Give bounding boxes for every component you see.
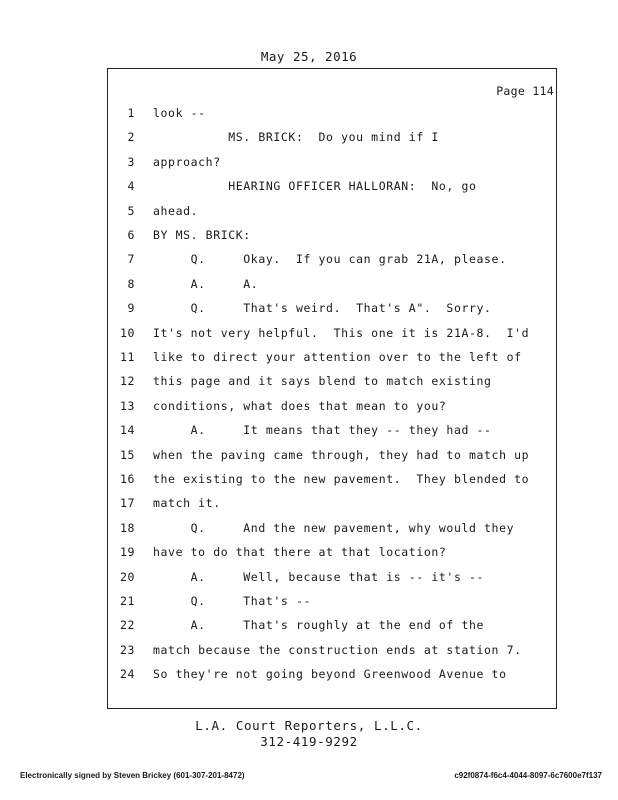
line-number: 17 bbox=[119, 496, 135, 511]
page-number: Page 114 bbox=[496, 84, 554, 98]
transcript-line bbox=[107, 594, 557, 614]
line-text: Q. That's weird. That's A". Sorry. bbox=[153, 301, 492, 316]
line-number: 10 bbox=[119, 325, 135, 340]
transcript-line bbox=[107, 155, 557, 175]
line-text: conditions, what does that mean to you? bbox=[153, 398, 447, 413]
line-text: match because the construction ends at station 7. bbox=[153, 642, 522, 657]
line-number: 4 bbox=[127, 179, 135, 194]
line-text: A. That's roughly at the end of the bbox=[153, 618, 485, 633]
transcript-line bbox=[107, 277, 557, 297]
line-number: 7 bbox=[127, 252, 135, 267]
line-number: 19 bbox=[119, 545, 135, 560]
line-text: the existing to the new pavement. They blended to bbox=[153, 472, 530, 486]
transcript-line bbox=[107, 326, 557, 346]
line-text: match it. bbox=[153, 496, 221, 511]
transcript-line bbox=[107, 106, 557, 126]
line-number: 18 bbox=[119, 520, 135, 535]
electronic-signature-note: Electronically signed by Steven Brickey (601-307-201-8472) bbox=[20, 771, 245, 780]
line-number: 12 bbox=[119, 374, 135, 389]
transcript-line bbox=[107, 618, 557, 638]
transcript-line bbox=[107, 545, 557, 565]
transcript-line bbox=[107, 496, 557, 516]
transcript-line bbox=[107, 521, 557, 541]
transcript-line bbox=[107, 374, 557, 394]
transcript-line bbox=[107, 179, 557, 199]
line-text: when the paving came through, they had to match up bbox=[153, 447, 530, 462]
header-date: May 25, 2016 bbox=[260, 49, 358, 64]
line-text: this page and it says blend to match existing bbox=[153, 374, 492, 389]
transcript-line bbox=[107, 423, 557, 443]
line-number: 16 bbox=[119, 472, 135, 486]
line-number: 5 bbox=[127, 203, 135, 218]
line-number: 13 bbox=[119, 398, 135, 413]
line-number: 15 bbox=[119, 447, 135, 462]
document-id: c92f0874-f6c4-4044-8097-6c7600e7f137 bbox=[454, 771, 602, 780]
line-text: like to direct your attention over to the left of bbox=[153, 350, 522, 364]
line-number: 24 bbox=[119, 667, 135, 682]
footer-phone: 312-419-9292 bbox=[260, 734, 358, 749]
line-text: A. Well, because that is -- it's -- bbox=[153, 569, 485, 584]
line-text: MS. BRICK: Do you mind if I bbox=[153, 130, 439, 145]
line-text: A. A. bbox=[153, 276, 259, 291]
line-text: Q. And the new pavement, why would they bbox=[153, 520, 515, 535]
line-number: 9 bbox=[127, 301, 135, 316]
line-text: have to do that there at that location? bbox=[153, 545, 447, 560]
line-number: 6 bbox=[127, 228, 135, 242]
line-number: 21 bbox=[119, 594, 135, 608]
line-number: 20 bbox=[119, 569, 135, 584]
transcript-line bbox=[107, 570, 557, 590]
line-text: Q. That's -- bbox=[153, 594, 311, 608]
transcript-line bbox=[107, 643, 557, 663]
transcript-line bbox=[107, 301, 557, 321]
transcript-line bbox=[107, 448, 557, 468]
transcript-line bbox=[107, 130, 557, 150]
transcript-line bbox=[107, 667, 557, 687]
line-number: 1 bbox=[127, 106, 135, 120]
line-text: A. It means that they -- they had -- bbox=[153, 423, 492, 438]
line-text: ahead. bbox=[153, 203, 199, 218]
footer-reporter: L.A. Court Reporters, L.L.C. bbox=[195, 718, 423, 733]
transcript-line bbox=[107, 399, 557, 419]
line-text: Q. Okay. If you can grab 21A, please. bbox=[153, 252, 507, 267]
transcript-line bbox=[107, 472, 557, 492]
line-number: 23 bbox=[119, 642, 135, 657]
line-text: approach? bbox=[153, 154, 221, 169]
transcript-line bbox=[107, 204, 557, 224]
line-number: 22 bbox=[119, 618, 135, 633]
line-number: 3 bbox=[127, 154, 135, 169]
line-number: 2 bbox=[127, 130, 135, 145]
line-number: 8 bbox=[127, 276, 135, 291]
line-text: HEARING OFFICER HALLORAN: No, go bbox=[153, 179, 477, 194]
line-number: 14 bbox=[119, 423, 135, 438]
line-text: look -- bbox=[153, 106, 206, 120]
transcript-line bbox=[107, 252, 557, 272]
line-number: 11 bbox=[119, 350, 135, 364]
line-text: So they're not going beyond Greenwood Avenue to bbox=[153, 667, 507, 682]
transcript-line bbox=[107, 228, 557, 248]
transcript-line bbox=[107, 350, 557, 370]
line-text: BY MS. BRICK: bbox=[153, 228, 251, 242]
line-text: It's not very helpful. This one it is 21A-8. I'd bbox=[153, 325, 530, 340]
